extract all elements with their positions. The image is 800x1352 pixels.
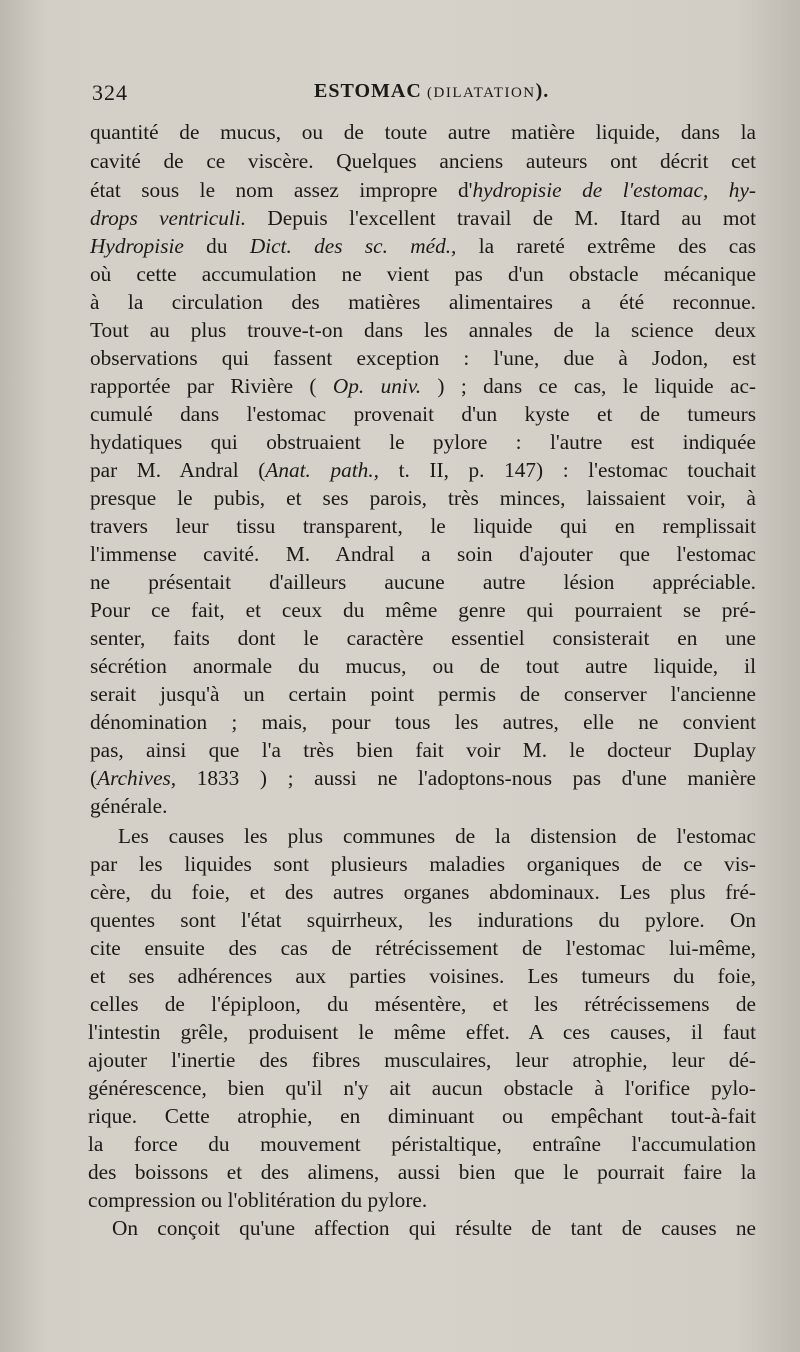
text-line xyxy=(88,1102,756,1130)
text-segment: ( xyxy=(90,766,98,790)
text-segment: la rareté extrême des cas xyxy=(456,234,756,258)
text-line xyxy=(88,1046,756,1074)
text-segment: t. II, p. 147) : l'estomac touchait xyxy=(378,458,757,482)
text-line xyxy=(90,568,756,596)
italic-segment: Hydropisie xyxy=(90,234,184,258)
italic-segment: Anat. path., xyxy=(265,458,379,482)
text-line xyxy=(88,1158,756,1186)
running-title-open: ( xyxy=(421,85,434,101)
text-segment: par M. Andral ( xyxy=(90,458,266,482)
text-segment: observations qui fassent exception : l'une, due à Jodon, est xyxy=(90,346,756,370)
text-line xyxy=(90,147,756,175)
text-segment: sécrétion anormale du mucus, ou de tout autre liquide, il xyxy=(90,654,756,678)
text-line xyxy=(88,1130,756,1158)
text-segment: état sous le nom assez impropre d' xyxy=(90,178,473,202)
text-segment: l'immense cavité. M. Andral a soin d'ajouter que l'estomac xyxy=(90,542,756,566)
text-segment: compression ou l'oblitération du pylore. xyxy=(88,1188,428,1212)
text-line xyxy=(90,934,756,962)
text-segment: du xyxy=(183,234,250,258)
running-title-close: ). xyxy=(535,80,550,102)
text-line xyxy=(90,906,756,934)
text-line xyxy=(90,372,756,400)
text-line xyxy=(118,822,756,850)
text-segment: senter, faits dont le caractère essentiel consisterait en une xyxy=(90,626,756,650)
text-line xyxy=(90,232,756,260)
italic-segment: hydropisie de l'estomac, hy- xyxy=(472,178,757,202)
text-line xyxy=(90,400,756,428)
text-segment: l'intestin grêle, produisent le même effet. A ces causes, il faut xyxy=(88,1020,756,1044)
text-line xyxy=(90,792,167,820)
text-segment: quantité de mucus, ou de toute autre matière liquide, dans la xyxy=(90,120,756,144)
text-line xyxy=(90,456,756,484)
text-line xyxy=(112,1214,756,1242)
page-number: 324 xyxy=(92,80,128,105)
italic-segment: Dict. des sc. méd., xyxy=(249,234,457,258)
running-title-main: ESTOMAC xyxy=(314,80,422,102)
italic-segment: drops ventriculi. xyxy=(90,206,247,230)
text-segment: travers leur tissu transparent, le liquide qui en remplissait xyxy=(90,514,756,538)
text-line xyxy=(90,288,756,316)
text-segment: On conçoit qu'une affection qui résulte de tant de causes ne xyxy=(112,1216,756,1240)
text-segment: rapportée par Rivière ( xyxy=(90,374,333,398)
text-line xyxy=(90,850,756,878)
text-segment: quentes sont l'état squirrheux, les indurations du pylore. On xyxy=(90,908,756,932)
text-segment: presque le pubis, et ses parois, très minces, laissaient voir, à xyxy=(90,486,756,510)
text-segment: celles de l'épiploon, du mésentère, et les rétrécissemens de xyxy=(90,992,756,1016)
text-line xyxy=(90,428,756,456)
text-line xyxy=(90,736,756,764)
text-segment: cite ensuite des cas de rétrécissement de l'estomac lui-même, xyxy=(90,936,756,960)
text-line xyxy=(90,512,756,540)
italic-segment: Archives, xyxy=(97,766,177,790)
text-line xyxy=(90,118,756,146)
text-line xyxy=(90,962,756,990)
text-segment: ne présentait d'ailleurs aucune autre lésion appréciable. xyxy=(90,570,756,594)
text-line xyxy=(88,1018,756,1046)
text-segment: cavité de ce viscère. Quelques anciens auteurs ont décrit cet xyxy=(90,149,756,173)
text-line xyxy=(90,990,756,1018)
text-segment: pas, ainsi que l'a très bien fait voir M. le docteur Duplay xyxy=(90,738,756,762)
text-segment: 1833 ) ; aussi ne l'adoptons-nous pas d'une manière xyxy=(176,766,756,790)
text-line xyxy=(90,624,756,652)
text-segment: ) ; dans ce cas, le liquide ac- xyxy=(421,374,756,398)
text-segment: ajouter l'inertie des fibres musculaires, leur atrophie, leur dé- xyxy=(88,1048,756,1072)
text-segment: à la circulation des matières alimentaires a été reconnue. xyxy=(90,290,756,314)
text-line xyxy=(90,176,756,204)
text-segment: serait jusqu'à un certain point permis de conserver l'ancienne xyxy=(90,682,756,706)
text-line xyxy=(90,652,756,680)
text-segment: où cette accumulation ne vient pas d'un obstacle mécanique xyxy=(90,262,756,286)
text-segment: Les causes les plus communes de la distension de l'estomac xyxy=(118,824,756,848)
text-segment: générale. xyxy=(90,794,168,818)
text-line xyxy=(90,540,756,568)
text-segment: dénomination ; mais, pour tous les autres, elle ne convient xyxy=(90,710,756,734)
text-line xyxy=(90,260,756,288)
text-segment: rique. Cette atrophie, en diminuant ou empêchant tout-à-fait xyxy=(88,1104,756,1128)
text-line xyxy=(90,344,756,372)
text-line xyxy=(90,708,756,736)
text-line xyxy=(90,204,756,232)
text-segment: des boissons et des alimens, aussi bien que le pourrait faire la xyxy=(88,1160,756,1184)
text-segment: Tout au plus trouve-t-on dans les annales de la science deux xyxy=(90,318,756,342)
text-line xyxy=(90,316,756,344)
text-segment: générescence, bien qu'il n'y ait aucun obstacle à l'orifice pylo- xyxy=(88,1076,756,1100)
text-segment: et ses adhérences aux parties voisines. Les tumeurs du foie, xyxy=(90,964,756,988)
text-line xyxy=(90,764,756,792)
text-segment: hydatiques qui obstruaient le pylore : l'autre est indiquée xyxy=(90,430,756,454)
text-segment: la force du mouvement péristaltique, entraîne l'accumulation xyxy=(88,1132,756,1156)
text-segment: cère, du foie, et des autres organes abdominaux. Les plus fré- xyxy=(90,880,756,904)
text-line xyxy=(88,1074,756,1102)
text-segment: Pour ce fait, et ceux du même genre qui pourraient se pré- xyxy=(90,598,756,622)
running-title-sub: DILATATION xyxy=(433,85,536,101)
text-line xyxy=(90,596,756,624)
text-line xyxy=(90,484,756,512)
text-segment: par les liquides sont plusieurs maladies organiques de ce vis- xyxy=(90,852,756,876)
text-segment: cumulé dans l'estomac provenait d'un kyste et de tumeurs xyxy=(90,402,756,426)
text-line xyxy=(90,878,756,906)
italic-segment: Op. univ. xyxy=(332,374,422,398)
text-line xyxy=(88,1186,427,1214)
text-segment: Depuis l'excellent travail de M. Itard au mot xyxy=(246,206,756,230)
text-line xyxy=(90,680,756,708)
